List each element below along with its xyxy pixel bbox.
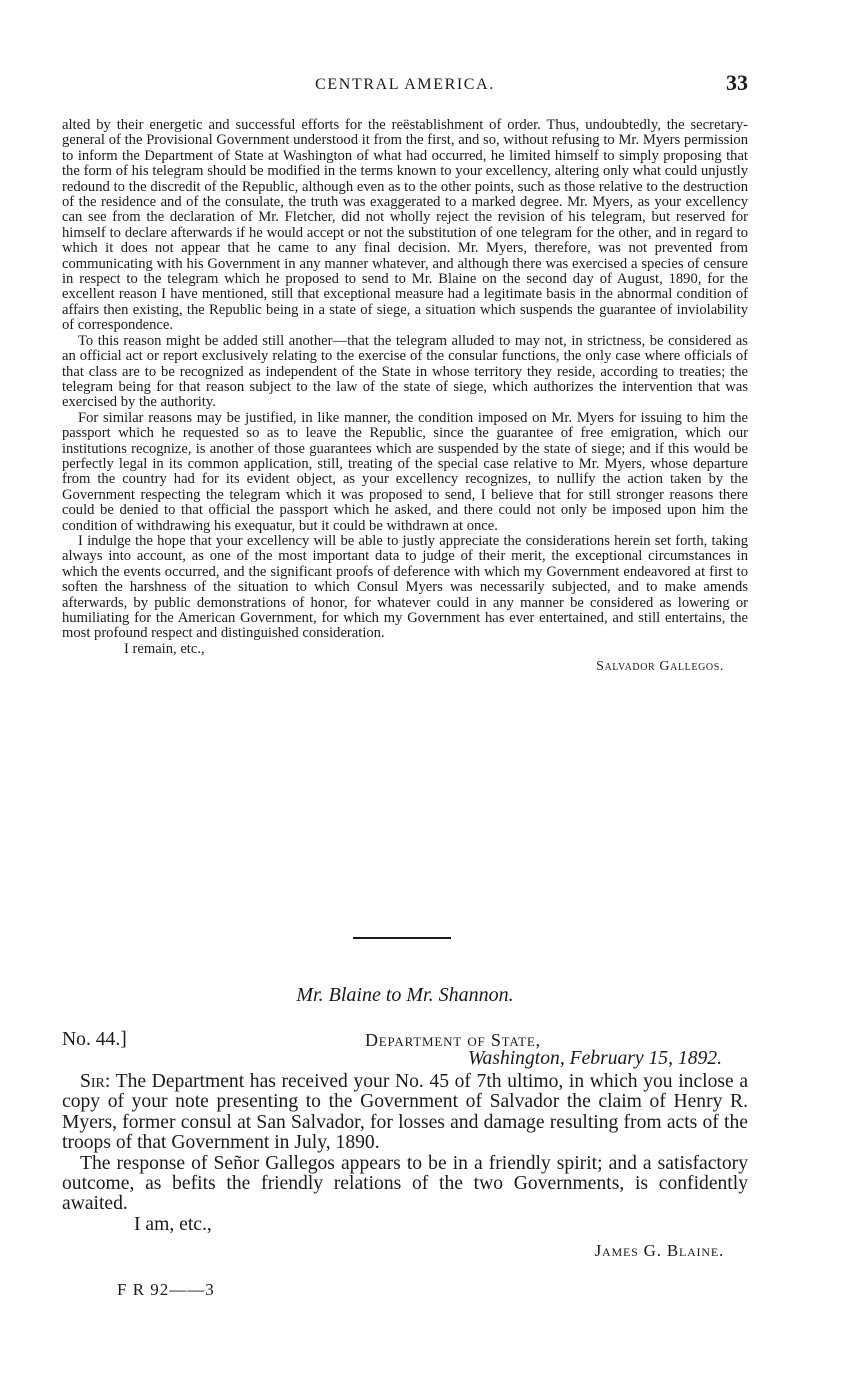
salutation: Sir:	[80, 1071, 111, 1092]
running-head	[62, 70, 748, 102]
letter-signature: Salvador Gallegos.	[596, 659, 724, 675]
blaine-closing: I am, etc.,	[134, 1213, 212, 1235]
printer-signature-mark: F R 92——3	[117, 1280, 215, 1299]
document-heading: Mr. Blaine to Mr. Shannon.	[296, 984, 514, 1006]
letter-paragraph: For similar reasons may be justified, in like manner, the condition imposed on Mr. Myers for issuing to him the passport which he requested so as to leave the Republic, since the guarantee of free emigration, which our institutions recognize, is another of those guarantees which are suspended by the state of siege; and if this would be perfectly legal in its common application, still, treating of the special case relative to Mr. Myers, whose departure from the country had for its evident object, as your excellency recognizes, to nullify the action taken by the Government respecting the telegram which it was proposed to send, I believe that for still stronger reasons there could be denied to that official the passport which he asked, and there could not only be imposed upon him the condition of withdrawing his exequatur, but it could be withdrawn at once.	[62, 409, 748, 534]
dateline	[62, 1030, 748, 1072]
body-paragraph-text: The Department has received your No. 45 of 7th ultimo, in which you inclose a copy of your note presenting to the Government of Salvador the claim of Henry R. Myers, former consul at San Salvador, for losses and damage resulting from acts of the troops of that Government in July, 1890.	[62, 1071, 749, 1154]
blaine-letter	[62, 1030, 748, 1262]
department-name: Department of State,	[365, 1030, 541, 1050]
letter-closing: I remain, etc.,	[124, 640, 205, 657]
place-date: Washington, February 15, 1892.	[468, 1048, 722, 1069]
blaine-signature: James G. Blaine.	[594, 1241, 724, 1261]
page-number: 33	[726, 70, 748, 95]
body-paragraph	[62, 1072, 748, 1154]
body-paragraph: The response of Señor Gallegos appears to be in a friendly spirit; and a satisfactory outcome, as befits the friendly relations of the two Governments, is confidently awaited.	[62, 1152, 748, 1215]
document-number: No. 44.]	[62, 1029, 127, 1050]
letter-paragraph: I indulge the hope that your excellency will be able to justly appreciate the considerations herein set forth, taking always into account, as one of the most important data to judge of their merit, the exceptional circumstances in which the events occurred, and the significant proofs of deference with which my Government endeavored at first to soften the harshness of the situation to which Consul Myers was necessarily subjected, and to make amends afterwards, by public demonstrations of honor, for whatever could in any manner be considered as lowering or humiliating for the American Government, for which my Government has ever entertained, and still entertains, the most profound respect and distinguished consideration.	[62, 532, 748, 642]
letter-paragraph: To this reason might be added still another—that the telegram alluded to may not, in strictness, be considered as an official act or report exclusively relating to the exercise of the consular functions, the only case where officials of that class are to be recognized as independent of the State in whose territory they reside, according to treaties; the telegram being for that reason subject to the law of the state of siege, which authorizes the intervention that was exercised by the authority.	[62, 332, 748, 411]
running-title: CENTRAL AMERICA.	[315, 76, 495, 93]
section-divider	[353, 937, 451, 939]
gallegos-letter	[62, 118, 748, 675]
letter-paragraph: alted by their energetic and successful efforts for the reëstablishment of order. Thus, undoubtedly, the secretary-general of the Provisional Government understood it from the first, and so, without refusing to Mr. Myers permission to inform the Department of State at Washington of what had occurred, he limited himself to simply proposing that the form of his telegram should be modified in the terms known to your excellency, altering only what could unjustly redound to the discredit of the Republic, although even as to the other points, such as those relative to the destruction of the residence and of the consulate, the truth was exaggerated to a marked degree. Mr. Myers, as your excellency can see from the declaration of Mr. Fletcher, did not wholly reject the revision of his telegram, but reserved for himself to declare afterwards if he would accept or not the substitution of one telegram for the other, and in regard to which it does not appear that he came to any final decision. Mr. Myers, therefore, was not prevented from communicating with his Government in any manner whatever, and although there was exercised a species of censure in respect to the telegram which he proposed to send to Mr. Blaine on the second day of August, 1890, for the excellent reason I have mentioned, still that exceptional measure had a legitimate basis in the abnormal condition of affairs then existing, the Republic being in a state of siege, a situation which suspends the guarantee of inviolability of correspondence.	[62, 117, 748, 334]
